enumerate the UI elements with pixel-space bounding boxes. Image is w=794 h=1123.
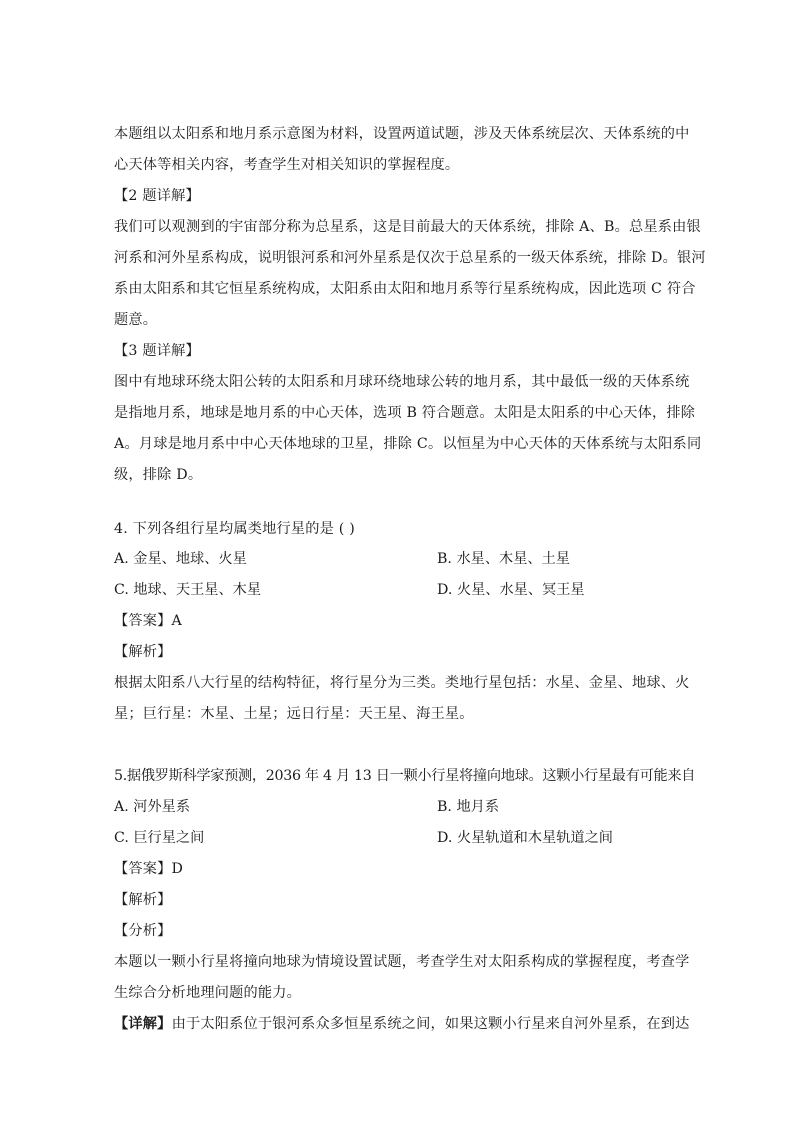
- q2-detail-line-3: 系由太阳系和其它恒星系统构成，太阳系由太阳和地月系等行星系统构成，因此选项 C 符合: [114, 281, 696, 297]
- q4-answer: 【答案】A: [114, 613, 182, 629]
- q5-detail-line: [114, 1014, 690, 1034]
- q3-detail-line-4: 级，排除 D。: [114, 467, 203, 483]
- q5-analysis-heading: 【解析】: [114, 892, 172, 908]
- q5-analysis-line-1: 本题以一颗小行星将撞向地球为情境设置试题，考查学生对太阳系构成的掌握程度，考查学: [114, 954, 690, 970]
- q4-analysis-line-2: 星；巨行星：木星、土星；远日行星：天王星、海王星。: [114, 706, 474, 722]
- q4-option-a: A. 金星、地球、火星: [114, 551, 247, 567]
- q4-option-b: B. 水星、木星、土星: [437, 551, 570, 567]
- q2-detail-line-1: 我们可以观测到的宇宙部分称为总星系，这是目前最大的天体系统，排除 A、B。总星系由银: [114, 219, 701, 235]
- q2-detail-heading: 【2 题详解】: [114, 188, 200, 204]
- q4-option-c: C. 地球、天王星、木星: [114, 582, 262, 598]
- q4-option-d: D. 火星、水星、冥王星: [437, 582, 585, 598]
- q4-stem: 4. 下列各组行星均属类地行星的是 ( ): [114, 521, 355, 537]
- q5-detail-text: 由于太阳系位于银河系众多恒星系统之间，如果这颗小行星来自河外星系，在到达: [171, 1016, 690, 1032]
- q3-detail-line-1: 图中有地球环绕太阳公转的太阳系和月球环绕地球公转的地月系，其中最低一级的天体系统: [114, 374, 690, 390]
- q5-stem: 5.据俄罗斯科学家预测，2036 年 4 月 13 日一颗小行星将撞向地球。这颗小行星最有可能来自: [114, 768, 696, 784]
- analysis-intro-line-2: 心天体等相关内容，考查学生对相关知识的掌握程度。: [114, 157, 460, 173]
- q5-answer: 【答案】D: [114, 861, 184, 877]
- q5-analysis-sub-heading: 【分析】: [114, 923, 172, 939]
- q5-option-a: A. 河外星系: [114, 799, 191, 815]
- q5-detail-label: 【详解】: [114, 1016, 172, 1032]
- analysis-intro-line-1: 本题组以太阳系和地月系示意图为材料，设置两道试题，涉及天体系统层次、天体系统的中: [114, 126, 690, 142]
- q5-option-c: C. 巨行星之间: [114, 830, 205, 846]
- q2-detail-line-4: 题意。: [114, 312, 158, 328]
- q3-detail-line-2: 是指地月系，地球是地月系的中心天体，选项 B 符合题意。太阳是太阳系的中心天体，排除: [114, 405, 696, 421]
- q5-analysis-line-2: 生综合分析地理问题的能力。: [114, 985, 302, 1001]
- q4-analysis-line-1: 根据太阳系八大行星的结构特征，将行星分为三类。类地行星包括：水星、金星、地球、火: [114, 675, 690, 691]
- q4-analysis-heading: 【解析】: [114, 644, 172, 660]
- q2-detail-line-2: 河系和河外星系构成，说明银河系和河外星系是仅次于总星系的一级天体系统，排除 D。银河: [114, 250, 706, 266]
- q3-detail-heading: 【3 题详解】: [114, 343, 200, 359]
- q5-option-d: D. 火星轨道和木星轨道之间: [437, 830, 613, 846]
- q5-option-b: B. 地月系: [437, 799, 500, 815]
- q3-detail-line-3: A。月球是地月系中中心天体地球的卫星，排除 C。以恒星为中心天体的天体系统与太阳系同: [114, 436, 702, 452]
